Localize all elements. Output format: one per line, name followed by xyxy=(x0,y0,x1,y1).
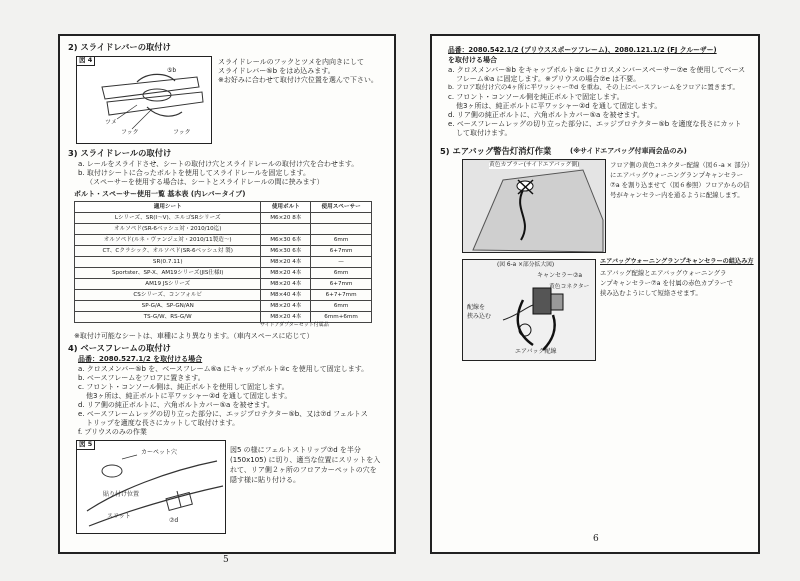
figure-6b-callout-sandwich: 挟み込む xyxy=(467,313,492,320)
section-4-text-f: f. プリウスのみの作業 xyxy=(78,428,147,436)
right-page xyxy=(430,34,760,554)
section-4-text-e2: トリップを適度な長さにカットして取付けます。 xyxy=(86,419,240,427)
figure-5-label: 図 5 xyxy=(77,441,95,450)
page-number-right: 6 xyxy=(593,534,599,544)
section-4-heading: 4) ベースフレームの取付け xyxy=(68,343,171,353)
table-header-spacer: 使用スペーサー xyxy=(311,202,372,213)
right-top-text-c2: 他3ヶ所は、純正ボルトに平ワッシャー②d を通して固定します。 xyxy=(456,102,662,110)
figure-6b-callout-canceller: キャンセラー⑦a xyxy=(537,272,583,279)
table-header-seat: 適用シート xyxy=(75,202,261,213)
figure-5-callout-7d: ⑦d xyxy=(169,517,179,524)
warning-lamp-text-1: エアバッグ配線とエアバッグウォーニングラ xyxy=(600,269,727,277)
table-row: オルソペド(SR-6ベッシュ対・2010/10迄) xyxy=(75,224,372,235)
figure-4-text-3: ※お好みに合わせて取付け穴位置を選んで下さい。 xyxy=(218,76,378,84)
figure-4-text-1: スライドレールのフックとツメを内向きにして xyxy=(218,58,365,66)
section-3-heading: 3) スライドレールの取付け xyxy=(68,148,172,158)
figure-4-marker: ⑤b xyxy=(167,67,177,74)
figure-4-text-2: スライドレバー⑤b をはめ込みます。 xyxy=(218,67,335,75)
figure-5 xyxy=(76,440,226,534)
figure-4-label: 図 4 xyxy=(77,57,95,66)
section-2-heading: 2) スライドレバーの取付け xyxy=(68,42,171,52)
figure-5-text-1: 図5 の様にフェルトストリップ⑦d を半分 xyxy=(230,446,361,454)
table-row: AM19 JSシリーズ M8×20 4本 6+7mm xyxy=(75,279,372,290)
table-row: CSシリーズ、コンフォルビ M8×40 4本 6+7+7mm xyxy=(75,290,372,301)
section-4-text-c2: 他3ヶ所は、純正ボルトに平ワッシャー②d を通して固定します。 xyxy=(86,392,292,400)
table-note: ※取付け可能なシートは、車種により異なります。（車内スペースに応じて） xyxy=(74,332,314,340)
table-row: Sportster、SP-X、AM19シリーズ(JIS仕様Ⅰ) M8×20 4本 6mm xyxy=(75,268,372,279)
figure-6b-callout-yellow-connector: 黄色コネクター xyxy=(549,284,590,290)
table-subnote: サイドアダプターセット付属品 xyxy=(260,322,329,328)
warning-lamp-text-3: 挟み込むようにして短絡させます。 xyxy=(600,289,702,297)
bolt-spacer-table xyxy=(74,201,372,323)
page-number-left: 5 xyxy=(223,555,229,565)
section-4-text-e: e. ベースフレームレッグの切り立った部分に、エッジプロテクター⑤b、又は⑦d フェルトス xyxy=(78,410,368,418)
right-top-text-d: d. リア側の純正ボルトに、六角ボルトカバー⑤a を被せます。 xyxy=(448,111,644,119)
section-3-text-c: （スペーサーを使用する場合は、シートとスライドレールの間に挟みます） xyxy=(86,178,324,186)
figure-6a-text-2: にエアバッグウォーニングランプキャンセラー xyxy=(610,171,744,179)
right-top-text-c: c. フロント・コンソール側を純正ボルトで固定します。 xyxy=(448,93,624,101)
table-row: TS-G/W、RS-G/W M8×20 4本 6mm+6mm xyxy=(75,312,372,323)
section-4-text-b: b. ベースフレームをフロアに置きます。 xyxy=(78,374,205,382)
figure-5-text-2: (150x105) に切り、適当な位置にスリットを入 xyxy=(230,456,381,464)
figure-5-callout-slit: スリット xyxy=(107,513,131,520)
right-top-text-e: e. ベースフレームレッグの切り立った部分に、エッジプロテクター⑤b を適度な長さにカット xyxy=(448,120,742,128)
figure-6b-callout-zoom: (図 6-a ×部分拡大図) xyxy=(497,262,555,268)
figure-4-callout-tsume: ツメ xyxy=(105,119,117,126)
right-top-text-a2: フレーム⑥a に固定します。※プリウスの場合⑦e は不要。 xyxy=(456,75,641,83)
section-5-heading: 5) エアバッグ警告灯消灯作業 xyxy=(440,146,552,156)
table-row: SP-G/A、SP-GN/AN M8×20 4本 6mm xyxy=(75,301,372,312)
right-top-subheading-2: を取付ける場合 xyxy=(448,56,497,64)
right-top-text-e2: して取付けます。 xyxy=(456,129,512,137)
right-top-text-a: a. クロスメンバー⑤b をキャップボルト②c にクロスメンバースペーサー⑦e を使用してベース xyxy=(448,66,746,74)
figure-4-callout-hook: フック xyxy=(121,129,139,136)
figure-4-drawing xyxy=(77,57,211,143)
figure-6a-callout: 黄色カプラー(サイドエアバッグ側) xyxy=(489,162,580,168)
figure-6a xyxy=(462,159,606,253)
figure-6a-text-3: ⑦a を割り込ませて（図６参照）フロアからの信 xyxy=(610,181,750,189)
section-5-note: (※サイドエアバッグ付車両会品のみ) xyxy=(570,147,687,155)
section-3-text-b: b. 取付けシートに合ったボルトを使用してスライドレールを固定します。 xyxy=(78,169,310,177)
section-4-subheading: 品番：2080.527.1/2 を取付ける場合 xyxy=(78,355,203,363)
bolt-table-title: ボルト・スペーサー使用一覧 基本表 (内レバータイプ) xyxy=(74,190,246,198)
figure-4 xyxy=(76,56,212,144)
figure-5-text-3: れて、リア側２ヶ所のフロアカーペットの穴を xyxy=(230,466,377,474)
table-row: オルソペド(ルネ・ヴァンジェ対・2010/11製造〜) M6×30 6本 6mm xyxy=(75,235,372,246)
right-top-text-b: b. フロア取付け穴の4ヶ所に平ワッシャー⑦d を重ね、その上にベースフレームをフロアに置きます。 xyxy=(448,83,739,91)
figure-6b xyxy=(462,259,596,361)
warning-lamp-text-2: ンプキャンセラー⑦a を付属の赤色カプラーで xyxy=(600,279,733,287)
figure-6a-drawing xyxy=(463,160,605,252)
figure-5-text-4: 隠す様に貼り付ける。 xyxy=(230,476,300,484)
table-header-bolt: 使用ボルト xyxy=(261,202,311,213)
table-row: Lシリーズ、SR(Ⅰ～Ⅴ)、エルゴSRシリーズ M6×20 8本 xyxy=(75,213,372,224)
table-header-row xyxy=(75,202,372,213)
section-4-text-a: a. クロスメンバー⑤b を、ベースフレーム⑥a にキャップボルト②c を使用して固定します。 xyxy=(78,365,369,373)
right-top-subheading: 品番：2080.542.1/2 (プリウススポーツフレーム)、2080.121.1/2 (FJ クルーザー) xyxy=(448,46,717,54)
section-3-text-a: a. レールをスライドさせ、シートの取付け穴とスライドレールの取付け穴を合わせます。 xyxy=(78,160,359,168)
figure-5-callout-carpet-hole: カーペット穴 xyxy=(141,449,178,456)
figure-4-callout-hook-2: フック xyxy=(173,129,191,136)
figure-5-callout-position: 貼り付け位置 xyxy=(103,491,140,498)
warning-lamp-heading: エアバッグウォーニングランプキャンセラーの組込み方 xyxy=(600,258,754,265)
section-4-text-c: c. フロント・コンソール側は、純正ボルトを使用して固定します。 xyxy=(78,383,289,391)
section-4-text-d: d. リア側の純正ボルトに、六角ボルトカバー⑤a を被せます。 xyxy=(78,401,274,409)
left-page xyxy=(58,34,396,554)
figure-6a-text-1: フロア側の黄色コネクター配線（図６-a × 部分） xyxy=(610,161,754,169)
table-row: CT、Cクラシック、オルソペド(SR-6ベッシュ対 製) M6×30 6本 6+7mm xyxy=(75,246,372,257)
table-row: SR(0.7.11) M8×20 4本 — xyxy=(75,257,372,268)
figure-6b-callout-airbag-wiring: エアバッグ配線 xyxy=(515,348,557,355)
figure-6a-text-4: 号がキャンセラー内を通るように配線します。 xyxy=(610,191,744,199)
figure-6b-callout-wiring: 配線を xyxy=(467,304,486,311)
